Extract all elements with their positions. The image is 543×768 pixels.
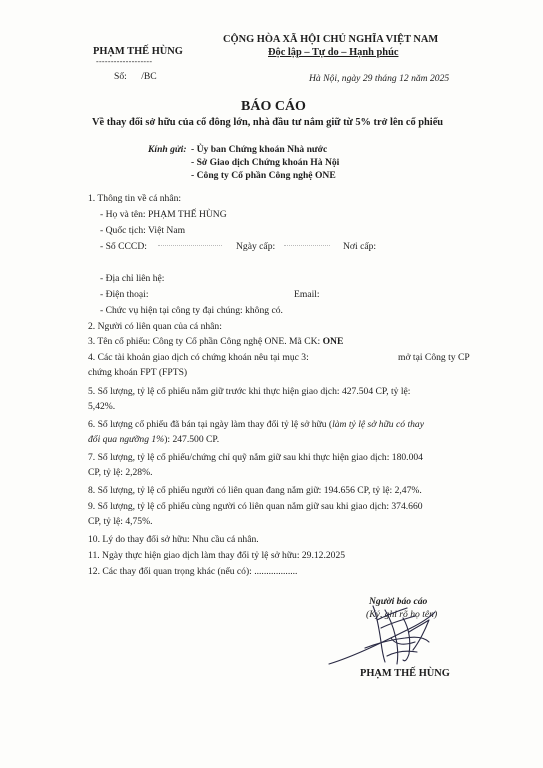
section-4-line1-right: mở tại Công ty CP xyxy=(398,352,470,363)
signer-label: Người báo cáo xyxy=(369,596,428,607)
address-label: - Địa chỉ liên hệ: xyxy=(100,273,165,284)
national-motto: Độc lập – Tự do – Hạnh phúc xyxy=(268,47,399,58)
section-7-line1: 7. Số lượng, tỷ lệ cổ phiếu/chứng chỉ quỹ nắm giữ sau khi thực hiện giao dịch: 180.004 xyxy=(88,452,423,463)
handwritten-signature xyxy=(325,598,455,678)
sender-divider: ------------------- xyxy=(96,57,153,66)
email-label: Email: xyxy=(294,289,320,300)
section-9-line2: CP, tỷ lệ: 4,75%. xyxy=(88,516,153,527)
id-number-label: - Số CCCD: xyxy=(100,241,147,252)
section-4-line1: 4. Các tài khoản giao dịch có chứng khoán nêu tại mục 3: xyxy=(88,352,309,363)
section-5-line2: 5,42%. xyxy=(88,401,116,412)
recipient-item: - Sở Giao dịch Chứng khoán Hà Nội xyxy=(191,157,340,168)
report-title: BÁO CÁO xyxy=(241,99,306,114)
current-position: - Chức vụ hiện tại công ty đại chúng: không có. xyxy=(100,305,283,316)
issue-date-label: Ngày cấp: xyxy=(236,241,276,252)
section-6-italic: làm tỷ lệ sở hữu có thay xyxy=(332,419,424,430)
section-6-text: 6. Số lượng cổ phiếu đã bán tại ngày làm thay đổi tỷ lệ sở hữu ( xyxy=(88,419,333,430)
place-and-date: Hà Nội, ngày 29 tháng 12 năm 2025 xyxy=(309,73,450,84)
recipient-item: - Công ty Cổ phần Công nghệ ONE xyxy=(191,170,336,181)
signer-hint: (Ký, ghi rõ họ tên) xyxy=(366,609,438,620)
section-11: 11. Ngày thực hiện giao dịch làm thay đổi tỷ lệ sở hữu: 29.12.2025 xyxy=(88,550,346,561)
report-subtitle: Về thay đổi sở hữu của cổ đông lớn, nhà đầu tư nắm giữ từ 5% trở lên cổ phiếu xyxy=(92,117,444,128)
national-title: CỘNG HÒA XÃ HỘI CHỦ NGHĨA VIỆT NAM xyxy=(223,34,439,45)
section-5-line1: 5. Số lượng, tỷ lệ cổ phiếu nắm giữ trước khi thực hiện giao dịch: 427.504 CP, tỷ lệ: xyxy=(88,386,411,397)
section-6-italic: đổi qua ngưỡng 1% xyxy=(88,434,165,445)
section-9-line1: 9. Số lượng, tỷ lệ cổ phiếu cùng người có liên quan nắm giữ sau khi giao dịch: 374.660 xyxy=(88,501,423,512)
section-6-line1 xyxy=(88,419,424,430)
section-6-line2 xyxy=(88,434,219,445)
section-3 xyxy=(88,336,343,347)
section-4-line2: chứng khoán FPT (FPTS) xyxy=(88,367,188,378)
ticker-symbol: ONE xyxy=(322,336,344,347)
redacted-value xyxy=(284,244,330,246)
section-12: 12. Các thay đổi quan trọng khác (nếu có): .................. xyxy=(88,566,298,577)
section-10: 10. Lý do thay đổi sở hữu: Nhu cầu cá nhân. xyxy=(88,534,259,545)
redacted-value xyxy=(158,244,222,246)
phone-label: - Điện thoại: xyxy=(100,289,149,300)
nationality: - Quốc tịch: Việt Nam xyxy=(100,225,186,236)
recipients-label: Kính gửi: xyxy=(148,144,187,155)
section-1-heading: 1. Thông tin về cá nhân: xyxy=(88,193,182,204)
section-3-text: 3. Tên cổ phiếu: Công ty Cổ phần Công nghệ ONE. Mã CK: xyxy=(88,336,323,347)
sender-name: PHẠM THẾ HÙNG xyxy=(93,46,183,57)
document-number: Số: /BC xyxy=(114,71,157,82)
section-2: 2. Người có liên quan của cá nhân: xyxy=(88,321,222,332)
section-6-text: ): 247.500 CP. xyxy=(164,434,220,445)
section-7-line2: CP, tỷ lệ: 2,28%. xyxy=(88,467,153,478)
signer-name: PHẠM THẾ HÙNG xyxy=(360,668,450,679)
full-name: - Họ và tên: PHẠM THẾ HÙNG xyxy=(100,209,227,220)
section-8: 8. Số lượng, tỷ lệ cổ phiếu người có liên quan đang nắm giữ: 194.656 CP, tỷ lệ: 2,47%. xyxy=(88,485,422,496)
recipient-item: - Ủy ban Chứng khoán Nhà nước xyxy=(191,144,328,155)
issue-place-label: Nơi cấp: xyxy=(343,241,377,252)
